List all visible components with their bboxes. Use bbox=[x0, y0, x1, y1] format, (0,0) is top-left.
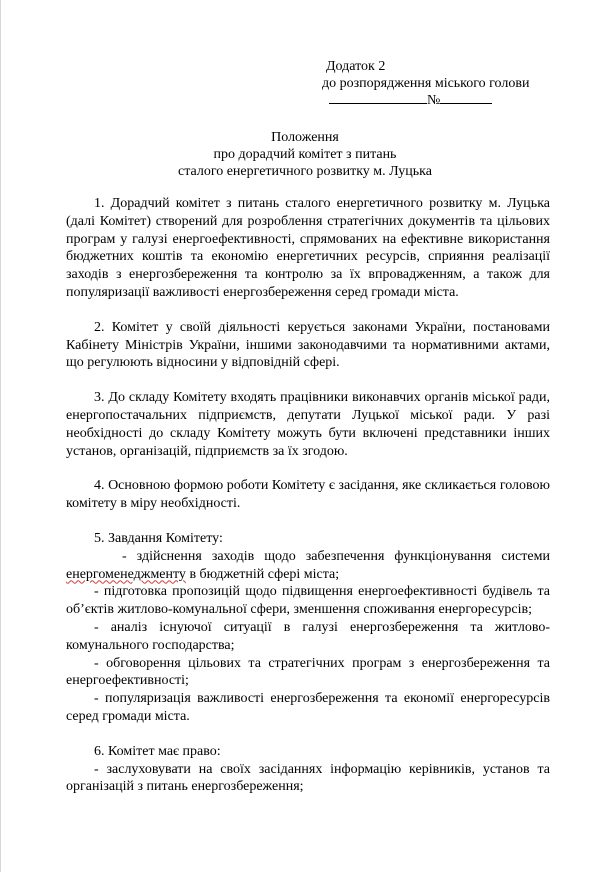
date-blank-line bbox=[329, 91, 427, 104]
section-4: 4. Основною формою роботи Комітету є засідання, яке скликається головою комітету в міру необхідності. bbox=[66, 478, 550, 512]
section-2: 2. Комітет у своїй діяльності керується законами України, постановами Кабінету Міністрів України, іншими законодавчими та нормативними актами, що регулюють відносини у відповідній сфері. bbox=[66, 319, 550, 371]
section-3: 3. До складу Комітету входять працівники виконавчих органів міської ради, енергопостачальних підприємств, депутати Луцької міської ради. У разі необхідності до складу Комітету можуть бути включені представники інших установ, організацій, підприємств за їх згодою. bbox=[66, 390, 550, 459]
spellcheck-term: енергоменеджменту bbox=[66, 566, 186, 582]
document-body bbox=[66, 195, 550, 796]
annex-number-line bbox=[329, 91, 492, 109]
title-line-1: Положення bbox=[271, 130, 339, 145]
section-6-heading: 6. Комітет має право: bbox=[94, 743, 221, 759]
annex-title: Додаток 2 bbox=[326, 59, 386, 74]
section-5-heading: 5. Завдання Комітету: bbox=[94, 530, 223, 546]
document-title bbox=[60, 129, 550, 180]
number-blank-line bbox=[440, 91, 492, 104]
section-5-item-2: - підготовка пропозицій щодо підвищення енергоефективності будівель та об’єктів житлово-комунальної сфери, зменшення споживання енергоресурсів; bbox=[66, 584, 550, 618]
title-line-3: сталого енергетичного розвитку м. Луцька bbox=[178, 164, 432, 179]
section-5-item-1-start: - здійснення заходів щодо забезпечення функціонування системи bbox=[122, 548, 550, 564]
section-1: 1. Дорадчий комітет з питань сталого енергетичного розвитку м. Луцька (далі Комітет) створений для розроблення стратегічних документів та цільових програм у галузі енергоефективності, спрямованих на ефективне використання бюджетних коштів та економію енергетичних ресурсів, сприяння реалізації заходів з енергозбереження та контролю за їх впровадженням, а також для популяризації важливості енергозбереження серед громади міста. bbox=[66, 196, 550, 300]
section-6-item-1: - заслуховувати на своїх засіданнях інформацію керівників, установ та організацій з питань енергозбереження; bbox=[66, 761, 550, 795]
page-edge bbox=[0, 0, 1, 872]
section-5-item-3: - аналіз існуючої ситуації в галузі енергозбереження та житлово-комунального господарства; bbox=[66, 619, 550, 653]
section-5-item-4: - обговорення цільових та стратегічних програм з енергозбереження та енергоефективності; bbox=[66, 655, 550, 689]
section-5-item-1-end: в бюджетній сфері міста; bbox=[185, 566, 340, 582]
number-sign: № bbox=[427, 93, 441, 108]
section-5-item-1 bbox=[66, 548, 550, 584]
title-line-2: про дорадчий комітет з питань bbox=[213, 147, 397, 162]
section-5-item-5: - популяризація важливості енергозбереження та економії енергоресурсів серед громади міста. bbox=[66, 691, 550, 724]
annex-subtitle: до розпорядження міського голови bbox=[322, 76, 530, 91]
